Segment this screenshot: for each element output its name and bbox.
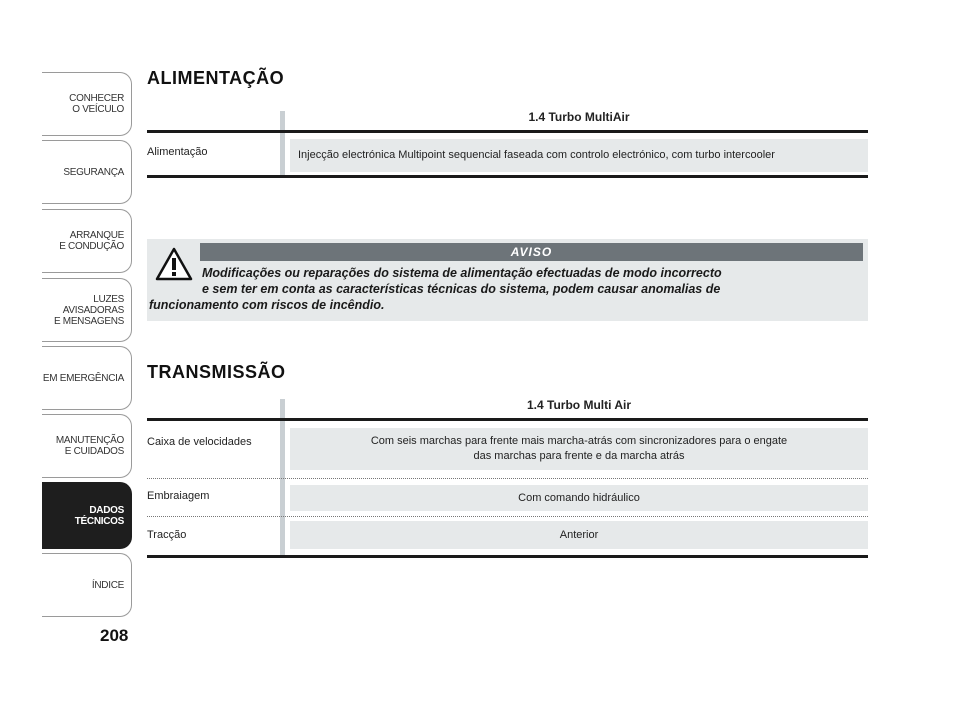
table-bottom-rule: [147, 555, 868, 558]
tab-conhecer-o-veiculo[interactable]: CONHECER O VEÍCULO: [42, 72, 132, 136]
warning-box: [147, 239, 868, 321]
table-top-rule: [147, 418, 868, 421]
warning-text: [149, 265, 849, 313]
section-title-transmissao: TRANSMISSÃO: [147, 362, 286, 382]
row-label-embraiagem: Embraiagem: [147, 490, 210, 502]
tab-em-emergencia[interactable]: EM EMERGÊNCIA: [42, 346, 132, 410]
tab-manutencao-e-cuidados[interactable]: MANUTENÇÃO E CUIDADOS: [42, 414, 132, 478]
row-value-embraiagem: Com comando hidráulico: [290, 485, 868, 511]
row-value-caixa: [290, 428, 868, 470]
tab-seguranca[interactable]: SEGURANÇA: [42, 140, 132, 204]
tab-arranque-e-conducao[interactable]: ARRANQUE E CONDUÇÃO: [42, 209, 132, 273]
page-number: 208: [100, 626, 129, 645]
warning-heading: AVISO: [200, 243, 863, 261]
warning-line: e sem ter em conta as características técnicas do sistema, podem causar anomalias de: [202, 282, 721, 296]
section-title-alimentacao: ALIMENTAÇÃO: [147, 68, 285, 88]
tab-dados-tecnicos[interactable]: DADOS TÉCNICOS: [42, 482, 132, 549]
row-label-caixa: Caixa de velocidades: [147, 436, 252, 448]
table-top-rule: [147, 130, 868, 133]
table-divider: [280, 111, 285, 176]
row-label-traccao: Tracção: [147, 529, 187, 541]
column-header: 1.4 Turbo Multi Air: [527, 398, 631, 412]
cell-line: das marchas para frente e da marcha atrás: [473, 450, 685, 462]
cell-line: Com seis marchas para frente mais marcha-atrás com sincronizadores para o engate: [370, 435, 788, 447]
table-bottom-rule: [147, 175, 868, 178]
row-label-alimentacao: Alimentação: [147, 146, 208, 158]
row-value-alimentacao: Injecção electrónica Multipoint sequencial faseada com controlo electrónico, com turbo intercooler: [290, 139, 868, 172]
warning-line: Modificações ou reparações do sistema de alimentação efectuadas de modo incorrecto: [202, 266, 722, 280]
row-value-traccao: Anterior: [290, 521, 868, 549]
column-header: 1.4 Turbo MultiAir: [528, 110, 630, 124]
row-separator: [147, 516, 868, 517]
warning-line: funcionamento com riscos de incêndio.: [149, 298, 385, 312]
tab-indice[interactable]: ÍNDICE: [42, 553, 132, 617]
tab-luzes-avisadoras[interactable]: LUZES AVISADORAS E MENSAGENS: [42, 278, 132, 342]
row-separator: [147, 478, 868, 479]
